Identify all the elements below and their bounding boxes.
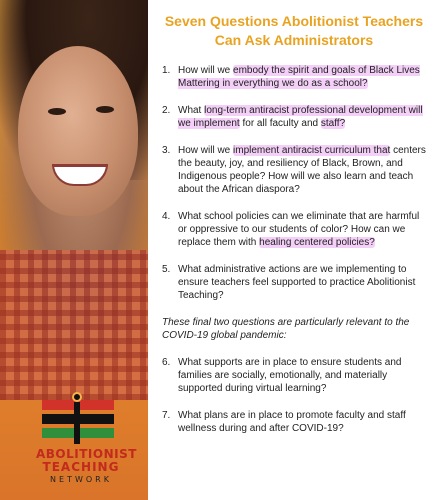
- question-text-segment: for all faculty and: [239, 118, 321, 129]
- question-text-segment: How will we: [178, 65, 234, 76]
- question-item: [156, 210, 436, 249]
- document-content: [156, 12, 436, 449]
- photo-eye-right: [96, 106, 114, 113]
- question-text: [178, 104, 436, 130]
- question-text-segment: What plans are in place to promote faculty and staff wellness during and after COVID-19?: [178, 410, 406, 434]
- question-text: [178, 263, 436, 302]
- logo-flag-icon: [42, 392, 114, 444]
- question-text-segment: What administrative actions are we implementing to ensure teachers feel supported to practice Abolitionist Teaching?: [178, 264, 416, 301]
- highlighted-text: implement antiracist curriculum that: [233, 145, 391, 156]
- sidebar-photo-panel: [0, 0, 148, 500]
- photo-eye-left: [48, 108, 66, 115]
- question-number: 3.: [162, 145, 171, 156]
- abolitionist-teaching-network-logo: [36, 392, 137, 485]
- highlighted-text: long-term antiracist professional development will we implement: [178, 105, 423, 129]
- highlighted-text: healing centered policies?: [259, 237, 375, 248]
- question-number: 6.: [162, 357, 171, 368]
- question-text-segment: What: [178, 105, 205, 116]
- question-number: 4.: [162, 211, 171, 222]
- question-item: [156, 409, 436, 435]
- logo-line2: TEACHING: [42, 460, 120, 474]
- question-text-segment: What school policies can we eliminate that are harmful or oppressive to our students of color? How can we replace them with: [178, 211, 420, 248]
- question-text: [178, 210, 436, 249]
- logo-figure-icon: [70, 392, 84, 444]
- questions-list-1: [156, 64, 436, 302]
- question-item: [156, 64, 436, 90]
- question-text: [178, 144, 436, 196]
- logo-line3: NETWORK: [50, 475, 112, 484]
- question-number: 2.: [162, 105, 171, 116]
- logo-figure-head: [72, 392, 82, 402]
- question-text: [178, 409, 436, 435]
- highlighted-text: embody the spirit and goals of Black Lives Mattering in everything we do as a school?: [178, 65, 420, 89]
- question-number: 7.: [162, 410, 171, 421]
- highlighted-text: staff?: [320, 118, 346, 129]
- question-item: [156, 263, 436, 302]
- questions-list-2: [156, 356, 436, 435]
- logo-figure-body: [74, 402, 80, 444]
- photo-plaid-shirt: [0, 250, 148, 400]
- photo-face: [18, 46, 138, 216]
- question-item: [156, 104, 436, 130]
- question-number: 1.: [162, 65, 171, 76]
- logo-line1: ABOLITIONIST: [36, 447, 137, 461]
- question-item: [156, 144, 436, 196]
- question-text-segment: What supports are in place to ensure students and families are socially, emotionally, and materially supported during virtual learning?: [178, 357, 402, 394]
- question-text: [178, 356, 436, 395]
- photo-smile: [52, 164, 108, 186]
- question-text: [178, 64, 436, 90]
- question-text-segment: centers the beauty, joy, and resiliency of Black, Brown, and Indigenous people? How will we also learn and teach about the African diaspora?: [178, 145, 426, 195]
- question-text-segment: How will we: [178, 145, 234, 156]
- question-item: [156, 356, 436, 395]
- covid-note: These final two questions are particularly relevant to the COVID-19 global pandemic:: [162, 317, 410, 341]
- document-title: Seven Questions Abolitionist Teachers Can Ask Administrators: [164, 13, 424, 48]
- question-number: 5.: [162, 264, 171, 275]
